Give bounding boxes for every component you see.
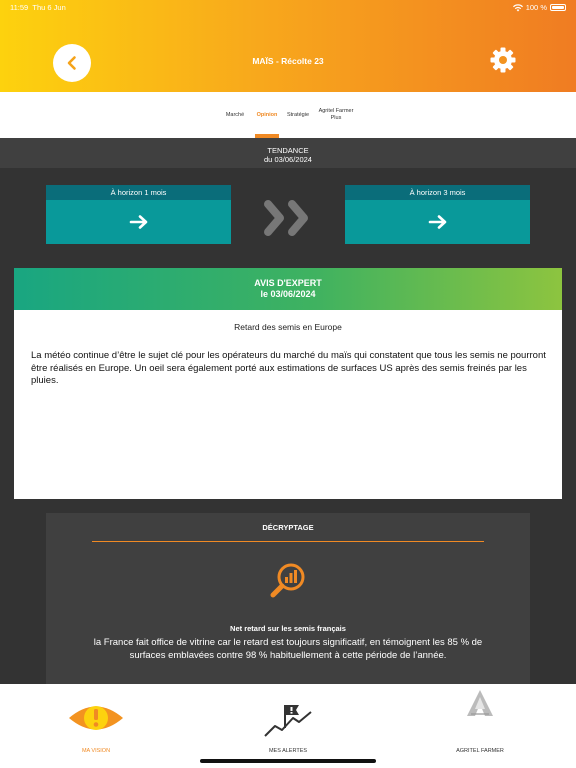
- nav-label: MA VISION: [81, 748, 111, 754]
- tendance-title: TENDANCE: [267, 146, 309, 155]
- arrow-right-icon: [428, 214, 448, 230]
- tab-bar: [0, 92, 576, 138]
- status-right: [513, 3, 566, 12]
- expert-text: La météo continue d’être le sujet clé pour les opérateurs du marché du maïs qui constatent que tous les semis ne pourront être réalisés en Europe. Un oeil sera également porté aux estimations de surfaces US après des semis freinés par les pluies.: [31, 350, 546, 386]
- nav-ma-vision[interactable]: [0, 684, 192, 768]
- decryptage-subtitle: Net retard sur les semis français: [230, 624, 346, 633]
- gear-icon: [489, 46, 517, 74]
- horizon-1-month-card[interactable]: [46, 185, 231, 244]
- nav-agritel-farmer[interactable]: [384, 684, 576, 768]
- tab-agritel-farmer-plus[interactable]: Agritel Farmer Plus: [318, 108, 354, 121]
- expert-header-date: le 03/06/2024: [260, 289, 316, 299]
- nav-mes-alertes[interactable]: [192, 684, 384, 768]
- arrow-right-icon: [129, 214, 149, 230]
- battery-icon: [550, 4, 566, 11]
- status-bar: [0, 0, 576, 14]
- horizon-trend: [345, 200, 530, 244]
- tendance-band: [0, 138, 576, 168]
- tab-marche[interactable]: Marché: [225, 111, 245, 118]
- eye-icon: [67, 701, 125, 735]
- expert-card: [14, 310, 562, 499]
- page-title: MAÏS - Récolte 23: [252, 56, 324, 66]
- horizon-3-month-card[interactable]: [345, 185, 530, 244]
- home-indicator: [200, 759, 376, 763]
- bottom-nav: [0, 684, 576, 768]
- decryptage-title: DÉCRYPTAGE: [262, 523, 314, 532]
- settings-button[interactable]: [488, 45, 518, 75]
- status-time: [10, 3, 66, 12]
- analysis-magnifier-icon: [268, 560, 308, 600]
- horizon-trend: [46, 200, 231, 244]
- double-chevron-icon: [262, 198, 314, 238]
- battery-percent: 100 %: [525, 3, 547, 12]
- divider: [92, 541, 484, 542]
- decryptage-text: la France fait office de vitrine car le retard est toujours significatif, en témoignent les 85 % de surfaces emblavées contre 98 % habituellement à cette période de l’année.: [93, 637, 483, 661]
- decryptage-panel: [46, 513, 530, 684]
- expert-header-title: AVIS D'EXPERT: [254, 278, 322, 288]
- nav-label: AGRITEL FARMER: [456, 748, 504, 754]
- tab-opinion[interactable]: Opinion: [256, 111, 278, 118]
- wifi-icon: [513, 4, 523, 12]
- tab-strategie[interactable]: Stratégie: [286, 111, 309, 118]
- app-header: [0, 0, 576, 92]
- tendance-date: du 03/06/2024: [264, 155, 312, 164]
- alert-flag-chart-icon: [263, 702, 313, 740]
- date: Thu 6 Jun: [32, 3, 66, 12]
- horizon-label: À horizon 1 mois: [46, 185, 231, 200]
- horizon-label: À horizon 3 mois: [345, 185, 530, 200]
- nav-label: MES ALERTES: [268, 748, 308, 754]
- expert-title: Retard des semis en Europe: [234, 322, 342, 332]
- expert-header: [14, 268, 562, 310]
- agritel-logo-icon: [463, 688, 497, 718]
- clock: 11:59: [10, 3, 29, 12]
